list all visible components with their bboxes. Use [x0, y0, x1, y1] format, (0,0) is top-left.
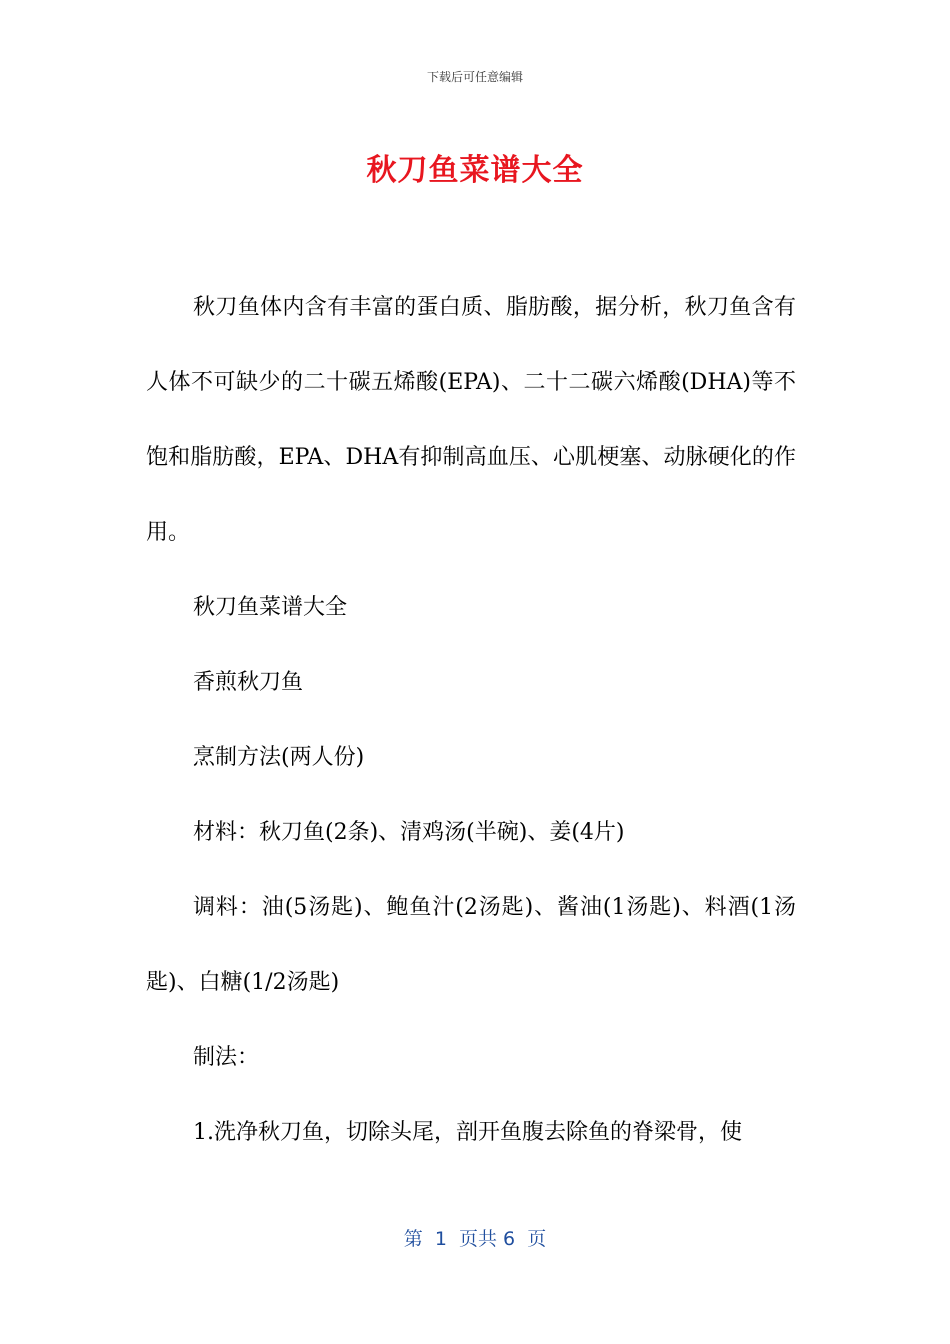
paragraph-method: 烹制方法(两人份)	[193, 745, 365, 770]
document-body	[146, 270, 796, 1170]
paragraph-steps-heading: 制法：	[193, 1045, 260, 1070]
paragraph-intro: 秋刀鱼体内含有丰富的蛋白质、脂肪酸，据分析，秋刀鱼含有人体不可缺少的二十碳五烯酸(EPA)、二十二碳六烯酸(DHA)等不饱和脂肪酸，EPA、DHA有抑制高血压、心肌梗塞、动脉硬化的作用。	[146, 295, 796, 545]
header-note: 下载后可任意编辑	[426, 70, 523, 84]
paragraph-recipe-name: 香煎秋刀鱼	[193, 670, 304, 695]
page-footer: 第 1 页共 6 页	[403, 1228, 547, 1250]
paragraph-step-1: 1.洗净秋刀鱼，切除头尾，剖开鱼腹去除鱼的脊梁骨，使	[193, 1120, 742, 1145]
paragraph-section-heading: 秋刀鱼菜谱大全	[193, 595, 348, 620]
document-title: 秋刀鱼菜谱大全	[366, 153, 584, 188]
paragraph-seasonings: 调料：油(5汤匙)、鲍鱼汁(2汤匙)、酱油(1汤匙)、料酒(1汤匙)、白糖(1/2汤匙)	[146, 895, 796, 995]
paragraph-ingredients: 材料：秋刀鱼(2条)、清鸡汤(半碗)、姜(4片)	[193, 820, 625, 845]
